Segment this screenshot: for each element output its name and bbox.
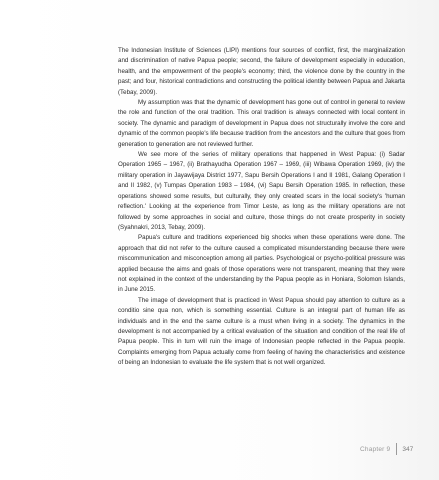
body-text [118, 46, 405, 369]
paragraph-oral-tradition: My assumption was that the dynamic of development has gone out of control in general to review the role and function of the oral tradition. This oral tradition is always connected with local content in society. The dynamic and paradigm of development in Papua does not structurally involve the core and dynamic of the common people's life because tradition from the ancestors and the culture that goes from generation to generation are not reviewed further. [118, 99, 405, 148]
paragraph-military-operations: We see more of the series of military operations that happened in West Papua: (i) Sadar Operation 1965 – 1967, (ii) Brathayudha Operation 1967 – 1969, (iii) Wibawa Operation 1969, (iv) the military operation in Jayawijaya District 1977, Sapu Bersih Operations I and II 1981, Galang Operation I and II 1982, (v) Tumpas Operation 1983 – 1984, (vi) Sapu Bersih Operation 1985. In reflection, these operations showed some results, but culturally, they only created scars in the local society's 'human reflection.' Looking at the experience from Timor Leste, as long as the military operations are not followed by some approaches in social and culture, those things do not create prosperity in society (Syahnakri, 2013, Tebay, 2009). [118, 151, 405, 231]
paragraph-lipi-conflict-sources: The Indonesian Institute of Sciences (LIPI) mentions four sources of conflict, first, the marginalization and discrimination of native Papua people; second, the failure of development especially in education, health, and the empowerment of the people's economy; third, the violence done by the country in the past; and four, historical contradictions and constructing the political identity between Papua and Jakarta (Tebay, 2009). [118, 47, 405, 96]
page-footer [360, 442, 413, 456]
chapter-label: Chapter 9 [360, 445, 391, 453]
paragraph-culture-shocks: Papua's culture and traditions experienced big shocks when these operations were done. The approach that did not refer to the culture caused a complicated misunderstanding because there were miscommunication and misconception among all parties. Psychological or psycho-political pressure was applied because the aims and goals of those operations were not transparent, meaning that they were not explained in the context of the understanding by the Papua people as in Honiara, Solomon Islands, in June 2015. [118, 234, 405, 294]
page-number: 347 [402, 445, 414, 453]
paragraph-development-image: The image of development that is practiced in West Papua should pay attention to culture as a conditio sine qua non, which is something essential. Culture is an integral part of human life as individuals and in the end the same culture is a must when living in a society. The dynamics in the development is not accompanied by a critical evaluation of the situation and condition of the real life of Papua people. This in turn will ruin the image of Indonesian people reflected in the Papua people. Complaints emerging from Papua actually come from feeling of having the characteristics and existence of being an Indonesian to evaluate the life system that is not well organized. [118, 296, 405, 367]
